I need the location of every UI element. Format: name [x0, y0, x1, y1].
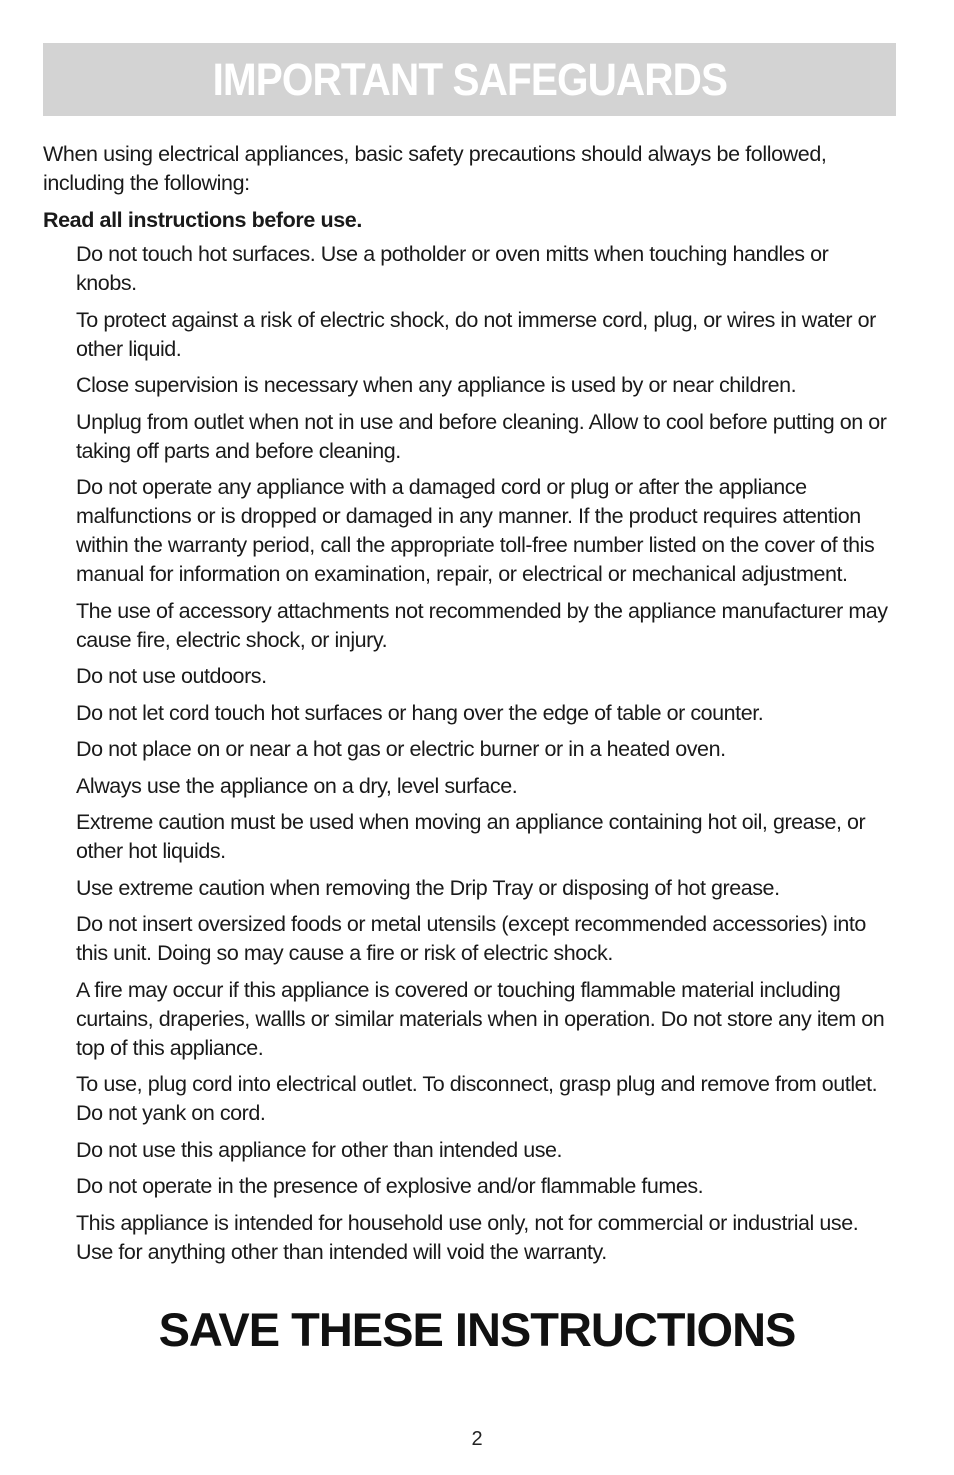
page-number: 2 — [471, 1428, 483, 1450]
page-title: IMPORTANT SAFEGUARDS — [212, 53, 727, 105]
safeguard-item: This appliance is intended for household use only, not for commercial or industrial use. Use for anything other than intended will void the warranty. — [76, 1210, 859, 1264]
lead-instruction: Read all instructions before use. — [43, 208, 362, 232]
safeguard-item: Use extreme caution when removing the Drip Tray or disposing of hot grease. — [76, 875, 780, 900]
safeguard-item: Do not place on or near a hot gas or electric burner or in a heated oven. — [76, 737, 726, 761]
safeguard-item: Do not let cord touch hot surfaces or hang over the edge of table or counter. — [76, 700, 764, 725]
safeguard-item: To protect against a risk of electric shock, do not immerse cord, plug, or wires in water or other liquid. — [76, 307, 876, 361]
safeguard-item: The use of accessory attachments not recommended by the appliance manufacturer may cause fire, electric shock, or injury. — [76, 598, 888, 652]
safeguard-item: To use, plug cord into electrical outlet. To disconnect, grasp plug and remove from outlet. Do not yank on cord. — [76, 1072, 878, 1125]
safeguard-item: Do not operate in the presence of explosive and/or flammable fumes. — [76, 1174, 704, 1198]
safeguard-item: A fire may occur if this appliance is covered or touching flammable material including curtains, draperies, wallls or similar materials when in operation. Do not store any item on top of this appliance. — [76, 977, 885, 1060]
intro-paragraph: When using electrical appliances, basic safety precautions should always be followed, including the following: — [43, 142, 827, 195]
safeguard-list — [43, 240, 893, 1267]
safeguard-item: Do not use outdoors. — [76, 664, 267, 688]
safeguard-item: Extreme caution must be used when moving an appliance containing hot oil, grease, or other hot liquids. — [76, 810, 866, 863]
safeguard-item: Close supervision is necessary when any appliance is used by or near children. — [76, 373, 797, 397]
save-instructions-heading: SAVE THESE INSTRUCTIONS — [158, 1303, 796, 1356]
safeguard-item: Do not operate any appliance with a damaged cord or plug or after the appliance malfunctions or is dropped or damaged in any manner. If the product requires attention within the warranty period, call the appropriate toll-free number listed on the cover of this manual for information on examination, repair, or electrical or mechanical adjustment. — [76, 475, 875, 586]
header-band — [43, 43, 896, 116]
safeguard-item: Always use the appliance on a dry, level surface. — [76, 773, 518, 798]
safeguard-item: Do not insert oversized foods or metal utensils (except recommended accessories) into this unit. Doing so may cause a fire or risk of electric shock. — [76, 912, 866, 965]
safeguard-item: Unplug from outlet when not in use and before cleaning. Allow to cool before putting on or taking off parts and before cleaning. — [76, 409, 887, 463]
safeguards-content — [43, 140, 893, 1274]
safeguard-item: Do not touch hot surfaces. Use a potholder or oven mitts when touching handles or knobs. — [76, 242, 829, 295]
safeguard-item: Do not use this appliance for other than intended use. — [76, 1137, 563, 1162]
